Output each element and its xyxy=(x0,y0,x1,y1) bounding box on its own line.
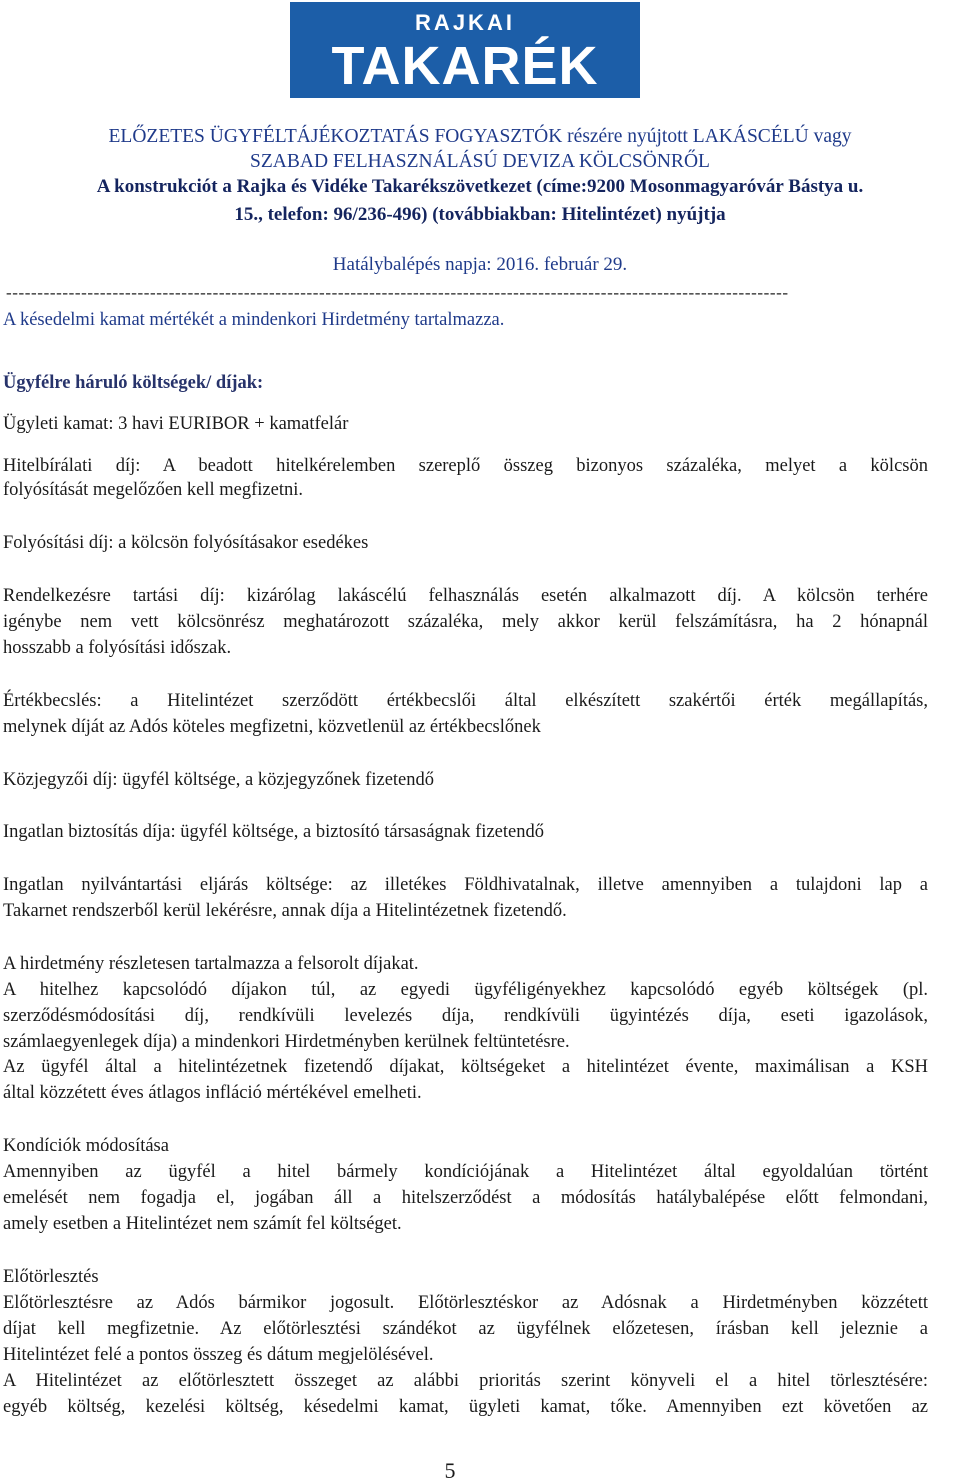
paragraph-notary-fee: Közjegyzői díj: ügyfél költsége, a közjegyzőnek fizetendő xyxy=(3,770,435,790)
issuer-line-1: A konstrukciót a Rajka és Vidéke Takarékszövetkezet (címe:9200 Mosonmagyaróvár Bástya u. xyxy=(96,176,864,197)
paragraph-valuation-cont: melynek díját az Adós köteles megfizetni, közvetlenül az értékbecslőnek xyxy=(3,717,541,737)
paragraph-land-registry-cont: Takarnet rendszerből kerül lekérésre, annak díja a Hitelintézetnek fizetendő. xyxy=(3,901,567,921)
paragraph-prepayment-cont: díjat kell megfizetnie. Az előtörlesztési szándékot az ügyfélnek előzetesen, írásban kell jeleznie a xyxy=(3,1319,928,1339)
issuer-line-2: 15., telefon: 96/236-496) (továbbiakban: Hitelintézet) nyújtja xyxy=(234,204,726,225)
paragraph-disbursement-fee: Folyósítási díj: a kölcsön folyósításakor esedékes xyxy=(3,533,369,553)
page-number: 5 xyxy=(444,1458,456,1483)
rajkai-takarek-logo xyxy=(290,2,640,98)
paragraph-fee-increase-cont: által közzétett éves átlagos infláció mértékével emelheti. xyxy=(3,1083,422,1103)
late-interest-note: A késedelmi kamat mértékét a mindenkori Hirdetmény tartalmazza. xyxy=(3,310,505,330)
paragraph-conditions-end: amely esetben a Hitelintézet nem számít fel költséget. xyxy=(3,1214,402,1234)
paragraph-insurance-fee: Ingatlan biztosítás díja: ügyfél költsége, a biztosító társaságnak fizetendő xyxy=(3,822,544,842)
paragraph-fee-increase: Az ügyfél által a hitelintézetnek fizetendő díjakat, költségeket a hitelintézet évente, maximálisan a KSH xyxy=(3,1057,928,1077)
section-heading-costs: Ügyfélre háruló költségek/ díjak: xyxy=(3,373,264,393)
paragraph-land-registry: Ingatlan nyilvántartási eljárás költsége: az illetékes Földhivatalnak, illetve amennyiben a tulajdoni lap a xyxy=(3,875,928,895)
paragraph-conditions-cont: emelését nem fogadja el, jogában áll a hitelszerződést a módosítás hatálybalépése előtt felmondani, xyxy=(3,1188,928,1208)
paragraph-other-costs-cont: szerződésmódosítási díj, rendkívüli levelezés díja, rendkívüli ügyintézés díja, eseti igazolások, xyxy=(3,1006,928,1026)
paragraph-allocation: A Hitelintézet az előtörlesztett összeget az alábbi prioritás szerint könyveli el a hitel törlesztésére: xyxy=(3,1371,928,1391)
paragraph-commitment-fee-cont: igénybe nem vett kölcsönrész meghatározott százaléka, mely akkor kerül felszámításra, ha 2 hónapnál xyxy=(3,612,928,632)
paragraph-commitment-fee: Rendelkezésre tartási díj: kizárólag lakáscélú felhasználás esetén alkalmazott díj. A kölcsön terhére xyxy=(3,586,928,606)
logo-line-1: RAJKAI xyxy=(415,10,515,35)
paragraph-prepayment: Előtörlesztésre az Adós bármikor jogosult. Előtörlesztéskor az Adósnak a Hirdetményben közzétett xyxy=(3,1293,928,1313)
effective-date: Hatálybalépés napja: 2016. február 29. xyxy=(332,254,628,275)
logo-line-2: TAKARÉK xyxy=(331,36,599,96)
paragraph-other-costs-end: számlaegyenlegek díja) a mindenkori Hirdetményben kerülnek feltüntetésre. xyxy=(3,1032,570,1052)
section-heading-conditions: Kondíciók módosítása xyxy=(3,1136,169,1156)
paragraph-prepayment-end: Hitelintézet felé a pontos összeg és dátum megjelölésével. xyxy=(3,1345,434,1365)
paragraph-assessment-fee-cont: folyósítását megelőzően kell megfizetni. xyxy=(3,480,304,500)
paragraph-interest: Ügyleti kamat: 3 havi EURIBOR + kamatfelár xyxy=(3,414,349,434)
paragraph-announcement: A hirdetmény részletesen tartalmazza a felsorolt díjakat. xyxy=(3,954,419,974)
paragraph-commitment-fee-end: hosszabb a folyósítási időszak. xyxy=(3,638,232,658)
paragraph-other-costs: A hitelhez kapcsolódó díjakon túl, az egyedi ügyféligényekhez kapcsolódó egyéb költségek (pl. xyxy=(3,980,928,1000)
document-title-line-1: ELŐZETES ÜGYFÉLTÁJÉKOZTATÁS FOGYASZTÓK részére nyújtott LAKÁSCÉLÚ vagy xyxy=(108,126,852,147)
paragraph-valuation: Értékbecslés: a Hitelintézet szerződött értékbecslői által elkészített szakértői érték megállapítás, xyxy=(3,691,928,711)
section-heading-prepayment: Előtörlesztés xyxy=(3,1267,99,1287)
paragraph-conditions: Amennyiben az ügyfél a hitel bármely kondíciójának a Hitelintézet által egyoldalúan történt xyxy=(3,1162,928,1182)
separator-line: ----------------------------------------------------------------------------------------------------------------------------- xyxy=(6,284,789,302)
paragraph-allocation-cont: egyéb költség, kezelési költség, késedelmi kamat, ügyleti kamat, tőke. Amennyiben ezt követően az xyxy=(3,1397,928,1417)
paragraph-assessment-fee: Hitelbírálati díj: A beadott hitelkérelemben szereplő összeg bizonyos százaléka, melyet a kölcsön xyxy=(3,456,928,476)
document-title-line-2: SZABAD FELHASZNÁLÁSÚ DEVIZA KÖLCSÖNRŐL xyxy=(250,151,710,172)
